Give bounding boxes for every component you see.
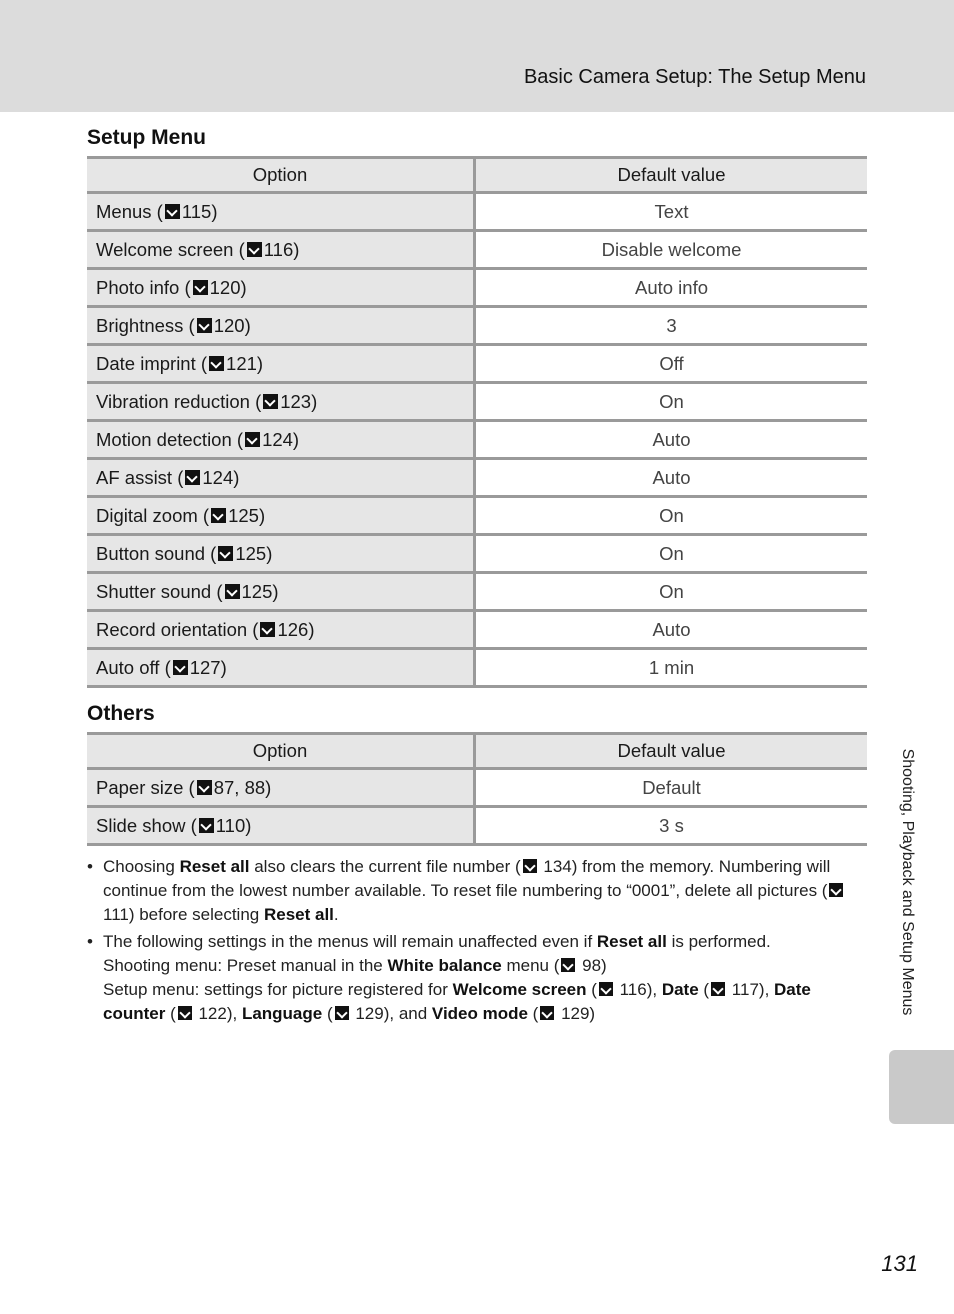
table-row — [87, 808, 867, 846]
option-name: Brightness ( — [96, 314, 195, 336]
page-reference-icon — [260, 622, 275, 637]
page-reference: 127) — [189, 656, 227, 678]
note-text: is performed. — [666, 932, 771, 951]
option-cell — [87, 574, 476, 609]
default-value-cell: 3 s — [476, 808, 867, 843]
option-cell — [87, 346, 476, 381]
notes-list — [87, 855, 869, 1029]
option-name: Auto off ( — [96, 656, 171, 678]
page-reference-icon — [165, 204, 180, 219]
option-cell — [87, 194, 476, 229]
page-reference-icon — [197, 780, 212, 795]
page-reference: 124) — [262, 428, 300, 450]
note-text: ( — [322, 1004, 333, 1023]
page-reference-icon — [185, 470, 200, 485]
table-row — [87, 460, 867, 498]
table-header-row — [87, 732, 867, 770]
table-row — [87, 232, 867, 270]
table-row — [87, 498, 867, 536]
page-reference-icon — [561, 958, 575, 972]
note-bold-text: Language — [241, 1004, 323, 1023]
table-row — [87, 770, 867, 808]
note-text: . — [333, 905, 339, 924]
page-reference-icon — [263, 394, 278, 409]
default-value-cell: On — [476, 498, 867, 533]
note-text: Setup menu: settings for picture registered for — [103, 980, 453, 999]
default-value-cell: Auto info — [476, 270, 867, 305]
page-reference-icon — [193, 280, 208, 295]
option-name: Menus ( — [96, 200, 163, 222]
option-cell — [87, 384, 476, 419]
page-reference: 125) — [228, 504, 266, 526]
note-reset-file-number — [87, 855, 869, 927]
note-bold-text: White balance — [387, 956, 502, 975]
option-name: Slide show ( — [96, 814, 197, 836]
note-text: 116), — [614, 980, 662, 999]
note-text: ( — [527, 1004, 539, 1023]
side-tab-marker — [889, 1050, 954, 1124]
page-reference: 120) — [213, 314, 251, 336]
page-reference: 124) — [202, 466, 240, 488]
table-row — [87, 650, 867, 688]
option-name: Date imprint ( — [96, 352, 208, 374]
page-reference: 125) — [241, 580, 279, 602]
bullet: • — [87, 857, 93, 876]
option-cell — [87, 536, 476, 571]
default-value-cell: On — [476, 574, 867, 609]
page-reference-icon — [173, 660, 188, 675]
option-name: AF assist ( — [96, 466, 184, 488]
note-text: ( — [698, 980, 710, 999]
default-value-cell: On — [476, 384, 867, 419]
table-header-row — [87, 156, 867, 194]
default-value-cell: Auto — [476, 422, 867, 457]
note-text: ( — [586, 980, 597, 999]
option-cell — [87, 232, 476, 267]
page-reference-icon — [209, 356, 224, 371]
option-name: Shutter sound ( — [96, 580, 223, 602]
table-row — [87, 346, 867, 384]
note-text: 129), and — [350, 1004, 432, 1023]
option-cell — [87, 270, 476, 305]
note-line — [103, 930, 869, 954]
option-name: Vibration reduction ( — [96, 390, 262, 412]
column-header-default-value: Default value — [617, 740, 726, 761]
note-text: menu ( — [501, 956, 560, 975]
note-text: 117), — [727, 980, 775, 999]
table-row — [87, 308, 867, 346]
note-text: 111) before selecting — [103, 905, 264, 924]
side-tab-label-text: Shooting, Playback and Setup Menus — [899, 748, 916, 1016]
option-name: Button sound ( — [96, 542, 217, 564]
page-reference: 115) — [181, 200, 218, 222]
table-row — [87, 422, 867, 460]
option-name: Photo info ( — [96, 276, 191, 298]
page-reference: 121) — [226, 352, 264, 374]
others-heading: Others — [87, 702, 155, 725]
page-number: 131 — [881, 1251, 918, 1276]
table-row — [87, 536, 867, 574]
table-row — [87, 194, 867, 232]
option-cell — [87, 770, 476, 805]
page-header-title: Basic Camera Setup: The Setup Menu — [523, 66, 866, 88]
option-name: Motion detection ( — [96, 428, 244, 450]
page-reference-icon — [199, 818, 214, 833]
page-reference-icon — [178, 1006, 192, 1020]
option-name: Welcome screen ( — [96, 238, 245, 260]
note-bold-text: Video mode — [431, 1004, 528, 1023]
page-reference-icon — [523, 859, 537, 873]
note-bold-text: Reset all — [179, 857, 250, 876]
note-bold-text: Date — [661, 980, 699, 999]
default-value-cell: On — [476, 536, 867, 571]
option-cell — [87, 808, 476, 843]
note-text: 134) from the memory. Numbering will continue from the lowest number available. To reset file numbering to “0001”, delete all pictures ( — [103, 857, 831, 900]
default-value-cell: Auto — [476, 460, 867, 495]
note-line — [103, 978, 869, 1026]
default-value-cell: Auto — [476, 612, 867, 647]
page-reference-icon — [711, 982, 725, 996]
page-reference-icon — [829, 883, 843, 897]
option-cell — [87, 612, 476, 647]
note-text: 98) — [577, 956, 607, 975]
page-reference-icon — [197, 318, 212, 333]
column-header-default-value: Default value — [617, 164, 726, 185]
note-text: 129) — [556, 1004, 596, 1023]
page-reference-icon — [225, 584, 240, 599]
header-band — [0, 0, 954, 112]
note-bold-text: Reset all — [596, 932, 667, 951]
table-row — [87, 574, 867, 612]
option-name: Digital zoom ( — [96, 504, 210, 526]
default-value-cell: Disable welcome — [476, 232, 867, 267]
option-cell — [87, 650, 476, 685]
page-reference: 116) — [263, 238, 300, 260]
page-reference: 123) — [280, 390, 318, 412]
page-reference: 125) — [235, 542, 273, 564]
page-reference: 126) — [277, 618, 315, 640]
option-cell — [87, 308, 476, 343]
table-row — [87, 612, 867, 650]
table-row — [87, 384, 867, 422]
page-reference-icon — [335, 1006, 349, 1020]
option-name: Record orientation ( — [96, 618, 259, 640]
default-value-cell: 3 — [476, 308, 867, 343]
note-unaffected-settings — [87, 930, 869, 1026]
note-text: The following settings in the menus will remain unaffected even if — [103, 932, 597, 951]
setup-menu-heading: Setup Menu — [87, 126, 206, 149]
note-text: also clears the current file number ( — [249, 857, 521, 876]
note-line — [103, 954, 869, 978]
note-bold-text: Reset all — [263, 905, 334, 924]
option-name: Paper size ( — [96, 776, 195, 798]
option-cell — [87, 460, 476, 495]
default-value-cell: Off — [476, 346, 867, 381]
others-table — [87, 732, 867, 846]
page-reference-icon — [218, 546, 233, 561]
option-cell — [87, 422, 476, 457]
note-bold-text: Welcome screen — [452, 980, 587, 999]
column-header-option: Option — [87, 159, 476, 191]
page-reference-icon — [247, 242, 262, 257]
default-value-cell: 1 min — [476, 650, 867, 685]
page-reference: 120) — [209, 276, 247, 298]
note-bold-text: Date counter — [103, 980, 811, 1023]
page-reference-icon — [245, 432, 260, 447]
setup-menu-table — [87, 156, 867, 688]
page-reference-icon — [211, 508, 226, 523]
column-header-option: Option — [87, 735, 476, 767]
page-reference-icon — [599, 982, 613, 996]
page-reference: 87, 88) — [213, 776, 272, 798]
note-text: ( — [165, 1004, 176, 1023]
bullet: • — [87, 932, 93, 951]
default-value-cell: Text — [476, 194, 867, 229]
default-value-cell: Default — [476, 770, 867, 805]
page-reference: 110) — [215, 814, 252, 836]
option-cell — [87, 498, 476, 533]
page-reference-icon — [540, 1006, 554, 1020]
note-text: 122), — [193, 1004, 242, 1023]
table-row — [87, 270, 867, 308]
note-text: Choosing — [103, 857, 180, 876]
note-text: Shooting menu: Preset manual in the — [103, 956, 388, 975]
